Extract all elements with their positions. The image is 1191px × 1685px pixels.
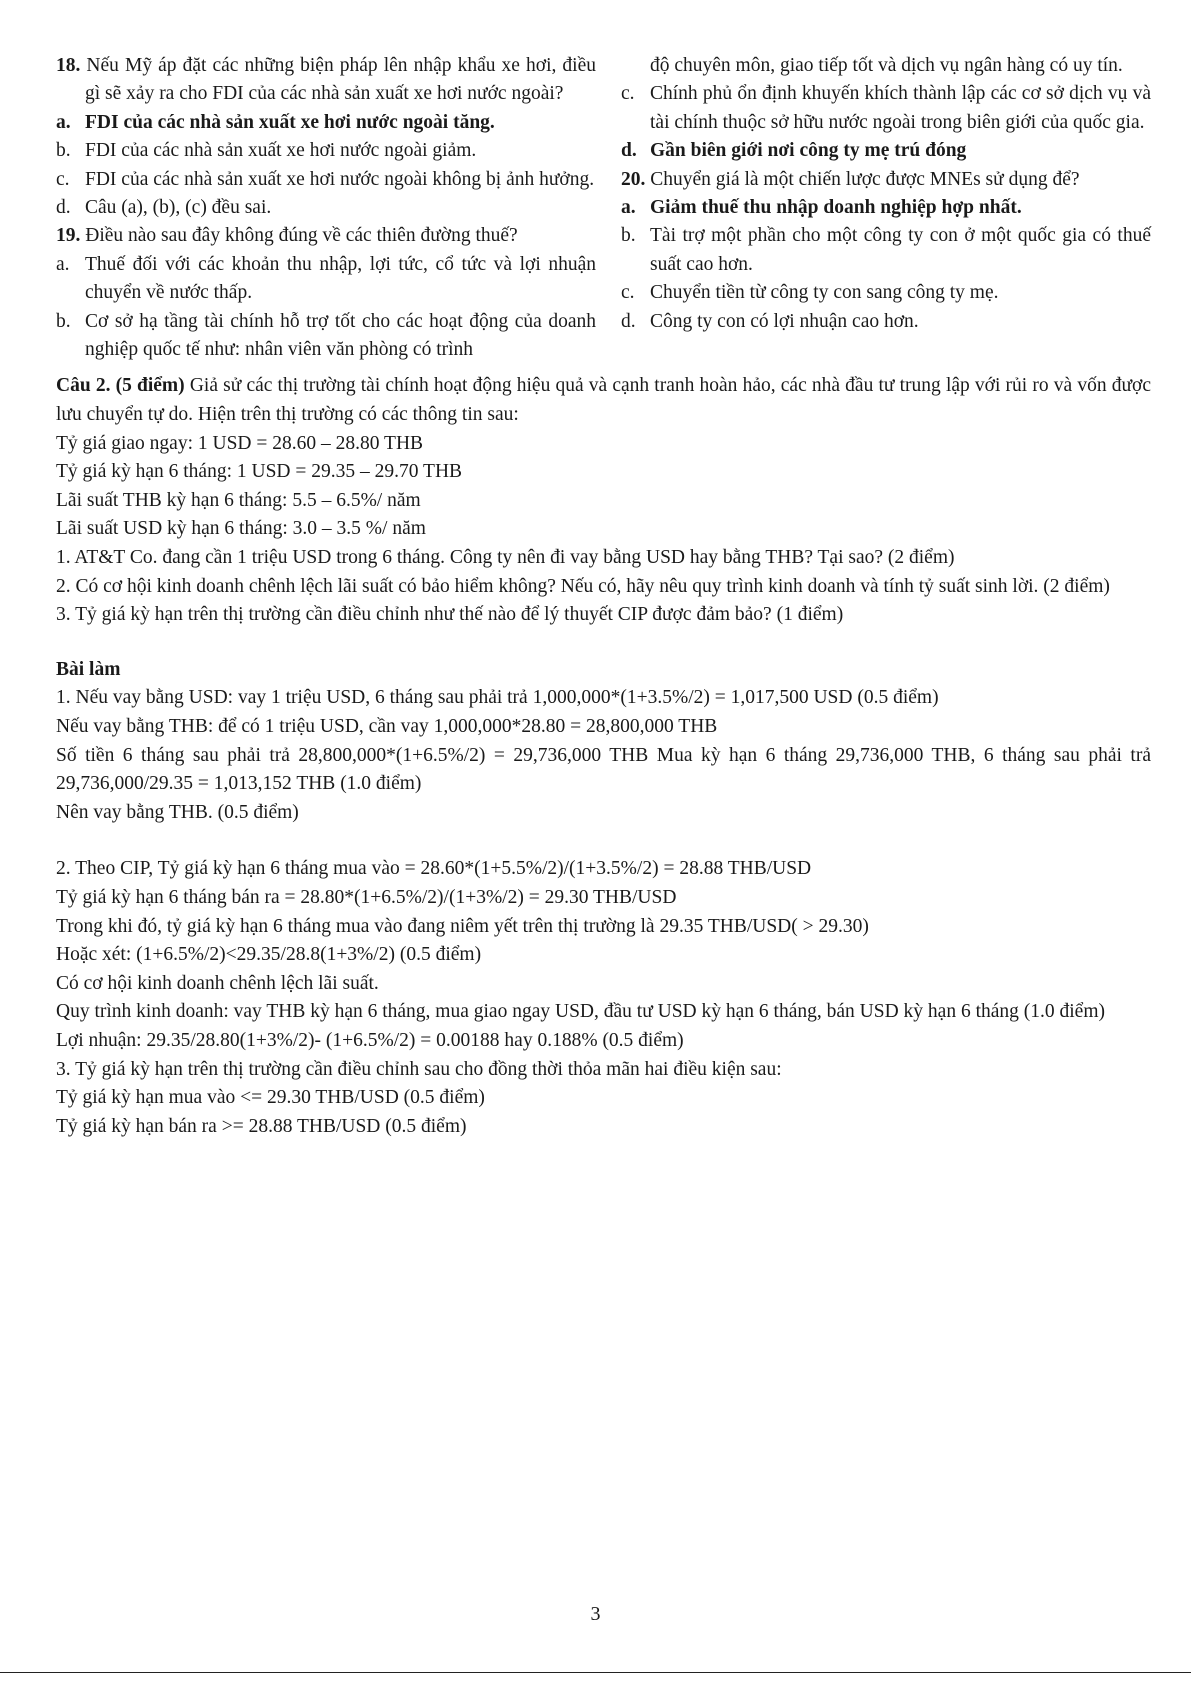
forward-rate: Tỷ giá kỳ hạn 6 tháng: 1 USD = 29.35 – 29.70 THB <box>56 461 463 483</box>
answer-line-9: Có cơ hội kinh doanh chênh lệch lãi suất. <box>56 972 379 994</box>
right-column <box>621 52 1151 364</box>
question-2-intro: Câu 2. (5 điểm) Giả sử các thị trường tài chính hoạt động hiệu quả và cạnh tranh hoàn hảo, các nhà đầu tư trung lập với rủi ro và vốn được lưu chuyển tự do. Hiện trên thị trường có các thông tin sau: <box>56 375 1152 426</box>
question-20-option-a: a. Giảm thuế thu nhập doanh nghiệp hợp nhất. <box>621 197 1022 219</box>
answer-line-8: Hoặc xét: (1+6.5%/2)<29.35/28.8(1+3%/2) (0.5 điểm) <box>56 944 482 966</box>
answer-line-11: Lợi nhuận: 29.35/28.80(1+3%/2)- (1+6.5%/2) = 0.00188 hay 0.188% (0.5 điểm) <box>56 1029 684 1051</box>
two-column-section <box>56 52 1151 364</box>
question-20-number: 20. <box>621 168 646 190</box>
question-18-option-b: b. FDI của các nhà sản xuất xe hơi nước ngoài giảm. <box>56 140 477 162</box>
answer-line-10: Quy trình kinh doanh: vay THB kỳ hạn 6 tháng, mua giao ngay USD, đầu tư USD kỳ hạn 6 tháng, bán USD kỳ hạn 6 tháng (1.0 điểm) <box>56 1001 1105 1023</box>
question-19-number: 19. <box>56 225 81 247</box>
answer-line-6: Tỷ giá kỳ hạn 6 tháng bán ra = 28.80*(1+6.5%/2)/(1+3%/2) = 29.30 THB/USD <box>56 886 677 908</box>
question-20 <box>621 166 1151 194</box>
page-number: 3 <box>590 1603 601 1625</box>
spacer <box>56 630 1151 656</box>
answer-line-5: 2. Theo CIP, Tỷ giá kỳ hạn 6 tháng mua vào = 28.60*(1+5.5%/2)/(1+3.5%/2) = 28.88 THB/USD <box>56 858 812 880</box>
question-2-part-1: 1. AT&T Co. đang cần 1 triệu USD trong 6 tháng. Công ty nên đi vay bằng USD hay bằng THB? Tại sao? (2 điểm) <box>56 547 955 569</box>
answer-line-7: Trong khi đó, tỷ giá kỳ hạn 6 tháng mua vào đang niêm yết trên thị trường là 29.35 THB/USD( > 29.30) <box>56 915 869 937</box>
question-2-section <box>56 372 1151 629</box>
question-18-text: Nếu Mỹ áp đặt các những biện pháp lên nhập khẩu xe hơi, điều gì sẽ xảy ra cho FDI của các nhà sản xuất xe hơi nước ngoài? <box>80 55 596 105</box>
document-page <box>56 52 1151 1141</box>
question-2-part-2: 2. Có cơ hội kinh doanh chênh lệch lãi suất có bảo hiểm không? Nếu có, hãy nêu quy trình kinh doanh và tính tỷ suất sinh lời. (2 điểm) <box>56 575 1110 597</box>
question-20-option-c: c. Chuyển tiền từ công ty con sang công ty mẹ. <box>621 282 999 304</box>
question-19 <box>56 222 596 250</box>
answer-line-13: Tỷ giá kỳ hạn mua vào <= 29.30 THB/USD (0.5 điểm) <box>56 1087 485 1109</box>
question-18-number: 18. <box>56 55 81 76</box>
usd-interest-rate: Lãi suất USD kỳ hạn 6 tháng: 3.0 – 3.5 %/ năm <box>56 518 426 540</box>
question-20-option-d: d. Công ty con có lợi nhuận cao hơn. <box>621 310 919 332</box>
question-18-option-c: c. FDI của các nhà sản xuất xe hơi nước ngoài không bị ảnh hưởng. <box>56 168 595 190</box>
answer-line-3: Số tiền 6 tháng sau phải trả 28,800,000*(1+6.5%/2) = 29,736,000 THB Mua kỳ hạn 6 tháng 29,736,000 THB, 6 tháng sau phải trả 29,736,000/29.35 = 1,013,152 THB (1.0 điểm) <box>56 744 1151 795</box>
spacer <box>56 827 1151 855</box>
answer-heading: Bài làm <box>56 658 121 680</box>
answer-line-4: Nên vay bằng THB. (0.5 điểm) <box>56 801 299 823</box>
question-18-option-d: d. Câu (a), (b), (c) đều sai. <box>56 197 272 219</box>
question-18-option-a: a. FDI của các nhà sản xuất xe hơi nước ngoài tăng. <box>56 111 495 133</box>
thb-interest-rate: Lãi suất THB kỳ hạn 6 tháng: 5.5 – 6.5%/ năm <box>56 489 421 511</box>
question-19-option-d: d. Gần biên giới nơi công ty mẹ trú đóng <box>621 140 967 162</box>
footer-divider <box>0 1672 1191 1673</box>
answer-section <box>56 656 1151 1142</box>
question-19-option-b-continued: độ chuyên môn, giao tiếp tốt và dịch vụ ngân hàng có uy tín. <box>650 55 1123 76</box>
question-20-text: Chuyển giá là một chiến lược được MNEs sử dụng để? <box>645 168 1080 190</box>
left-column <box>56 52 596 364</box>
question-18 <box>56 52 596 109</box>
question-2-heading: Câu 2. (5 điểm) <box>56 375 185 397</box>
question-20-option-b: b. Tài trợ một phần cho một công ty con ở một quốc gia có thuế suất cao hơn. <box>621 225 1151 275</box>
answer-line-12: 3. Tỷ giá kỳ hạn trên thị trường cần điều chỉnh sau cho đồng thời thỏa mãn hai điều kiện sau: <box>56 1058 782 1080</box>
question-19-text: Điều nào sau đây không đúng về các thiên đường thuế? <box>80 225 518 247</box>
answer-line-2: Nếu vay bằng THB: để có 1 triệu USD, cần vay 1,000,000*28.80 = 28,800,000 THB <box>56 716 718 737</box>
question-19-option-c: c. Chính phủ ổn định khuyến khích thành lập các cơ sở dịch vụ và tài chính thuộc sở hữu nước ngoài trong biên giới của quốc gia. <box>621 83 1151 133</box>
answer-line-1: 1. Nếu vay bằng USD: vay 1 triệu USD, 6 tháng sau phải trả 1,000,000*(1+3.5%/2) = 1,017,500 USD (0.5 điểm) <box>56 687 939 709</box>
question-19-option-b: b. Cơ sở hạ tầng tài chính hỗ trợ tốt cho các hoạt động của doanh nghiệp quốc tế như: nhân viên văn phòng có trình <box>56 310 596 361</box>
question-19-option-a: a. Thuế đối với các khoản thu nhập, lợi tức, cổ tức và lợi nhuận chuyển về nước thấp. <box>56 253 596 304</box>
answer-line-14: Tỷ giá kỳ hạn bán ra >= 28.88 THB/USD (0.5 điểm) <box>56 1115 467 1137</box>
question-2-part-3: 3. Tỷ giá kỳ hạn trên thị trường cần điều chỉnh như thế nào để lý thuyết CIP được đảm bảo? (1 điểm) <box>56 604 844 626</box>
spot-rate: Tỷ giá giao ngay: 1 USD = 28.60 – 28.80 THB <box>56 432 424 454</box>
